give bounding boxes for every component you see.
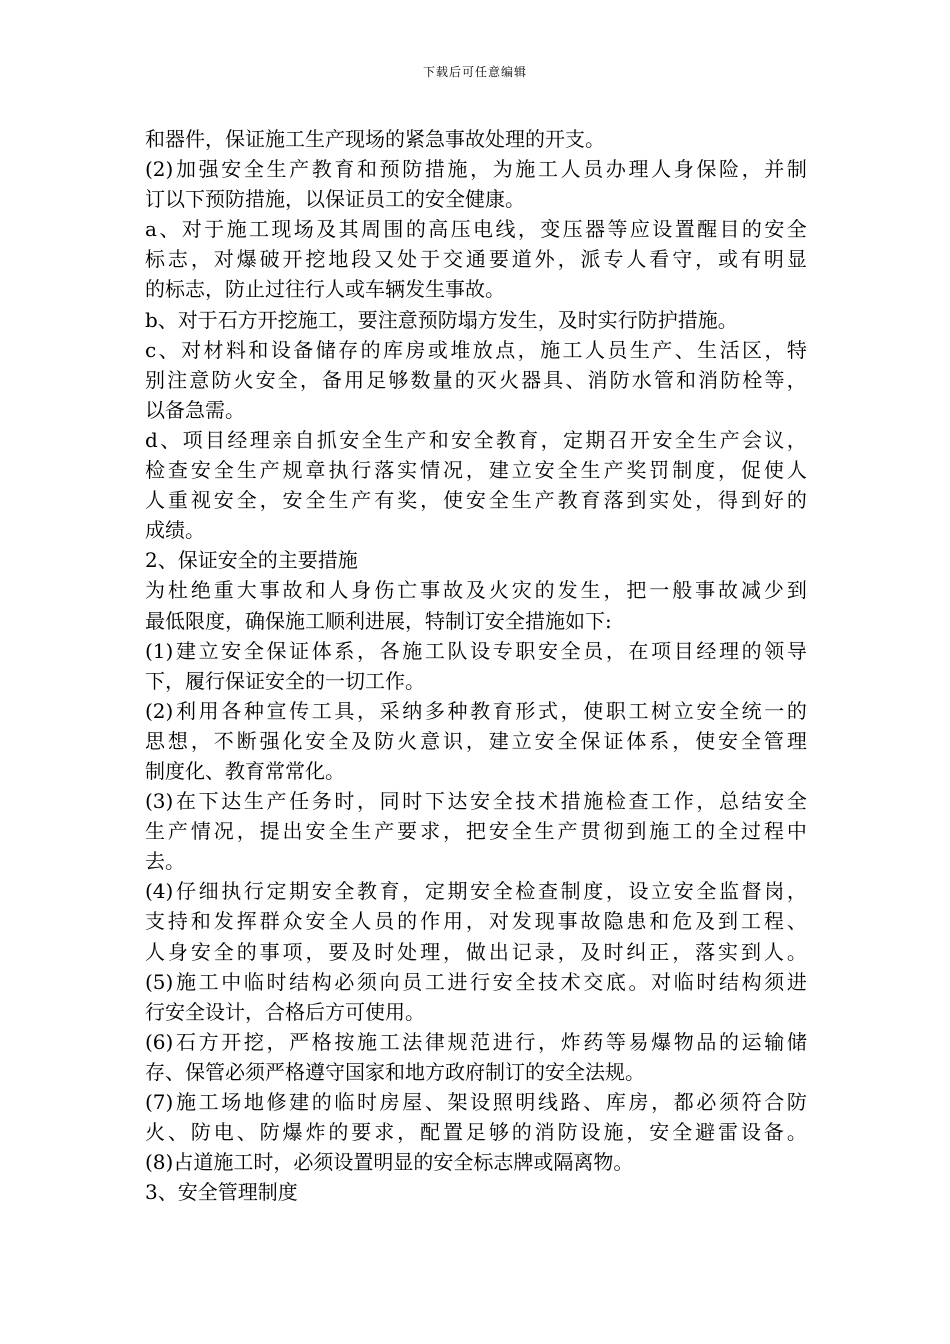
text-line: (8)占道施工时，必须设置明显的安全标志牌或隔离物。 xyxy=(145,1150,634,1175)
text-line: 人 重 视 安 全 ， 安 全 生 产 有 奖 ， 使 安 全 生 产 教 育 落 到 实 处 ， 得 到 好 的 xyxy=(145,488,807,513)
text-line: (5) 施 工 中 临 时 结 构 必 须 向 员 工 进 行 安 全 技 术 交 底 。 对 临 时 结 构 须 进 xyxy=(145,969,807,994)
text-line: 为 杜 绝 重 大 事 故 和 人 身 伤 亡 事 故 及 火 灾 的 发 生 ， 把 一 般 事 故 减 少 到 xyxy=(145,578,807,603)
text-line: (4) 仔 细 执 行 定 期 安 全 教 育 ， 定 期 安 全 检 查 制 度 ， 设 立 安 全 监 督 岗 ， xyxy=(145,879,807,904)
text-line: (7) 施 工 场 地 修 建 的 临 时 房 屋 、 架 设 照 明 线 路 、 库 房 ， 都 必 须 符 合 防 xyxy=(145,1090,807,1114)
text-line: 火 、 防 电 、 防 爆 炸 的 要 求 ， 配 置 足 够 的 消 防 设 施 ， 安 全 避 雷 设 备 。 xyxy=(145,1120,807,1145)
text-line: 3、安全管理制度 xyxy=(145,1180,298,1205)
text-line: (2) 加 强 安 全 生 产 教 育 和 预 防 措 施 ， 为 施 工 人 员 办 理 人 身 保 险 ， 并 制 xyxy=(145,157,807,182)
text-line: 生 产 情 况 ， 提 出 安 全 生 产 要 求 ， 把 安 全 生 产 贯 彻 到 施 工 的 全 过 程 中 xyxy=(145,819,807,844)
text-line: 最低限度，确保施工顺利进展，特制订安全措施如下: xyxy=(145,608,612,633)
text-line: 检 查 安 全 生 产 规 章 执 行 落 实 情 况 ， 建 立 安 全 生 产 奖 罚 制 度 ， 促 使 人 xyxy=(145,458,807,483)
text-line: d 、 项 目 经 理 亲 自 抓 安 全 生 产 和 安 全 教 育 ， 定 期 召 开 安 全 生 产 会 议 ， xyxy=(145,427,807,452)
text-line: 思 想 ， 不 断 强 化 安 全 及 防 火 意 识 ， 建 立 安 全 保 证 体 系 ， 使 安 全 管 理 xyxy=(145,728,807,753)
text-line: 别 注 意 防 火 安 全 ， 备 用 足 够 数 量 的 灭 火 器 具 、 消 防 水 管 和 消 防 栓 等 ， xyxy=(145,367,807,392)
text-line: 支 持 和 发 挥 群 众 安 全 人 员 的 作 用 ， 对 发 现 事 故 隐 患 和 危 及 到 工 程 、 xyxy=(145,909,807,934)
text-line: 去。 xyxy=(145,849,185,874)
text-line: 以备急需。 xyxy=(145,397,245,422)
text-line: 和器件，保证施工生产现场的紧急事故处理的开支。 xyxy=(145,127,605,151)
text-line: 行安全设计，合格后方可使用。 xyxy=(145,999,425,1024)
text-line: (3) 在 下 达 生 产 任 务 时 ， 同 时 下 达 安 全 技 术 措 施 检 查 工 作 ， 总 结 安 全 xyxy=(145,789,807,814)
text-line: 的标志，防止过往行人或车辆发生事故。 xyxy=(145,277,505,302)
page-header: 下载后可任意编辑 xyxy=(422,65,527,79)
text-line: 订以下预防措施，以保证员工的安全健康。 xyxy=(145,187,525,212)
text-line: b、对于石方开挖施工，要注意预防塌方发生，及时实行防护措施。 xyxy=(145,307,738,332)
text-line: 制度化、教育常常化。 xyxy=(145,758,345,783)
text-line: 人 身 安 全 的 事 项 ， 要 及 时 处 理 ， 做 出 记 录 ， 及 时 纠 正 ， 落 实 到 人 。 xyxy=(145,939,807,964)
text-line: (6) 石 方 开 挖 ， 严 格 按 施 工 法 律 规 范 进 行 ， 炸 药 等 易 爆 物 品 的 运 输 储 xyxy=(145,1029,807,1054)
text-line: 2、保证安全的主要措施 xyxy=(145,548,358,573)
text-line: a 、 对 于 施 工 现 场 及 其 周 围 的 高 压 电 线 ， 变 压 器 等 应 设 置 醒 目 的 安 全 xyxy=(145,217,807,242)
text-line: 下，履行保证安全的一切工作。 xyxy=(145,668,425,693)
text-line: (2) 利 用 各 种 宣 传 工 具 ， 采 纳 多 种 教 育 形 式 ， 使 职 工 树 立 安 全 统 一 的 xyxy=(145,698,807,723)
text-line: 标 志 ， 对 爆 破 开 挖 地 段 又 处 于 交 通 要 道 外 ， 派 专 人 看 守 ， 或 有 明 显 xyxy=(145,247,807,272)
text-line: 成绩。 xyxy=(145,518,205,543)
document-body xyxy=(145,124,807,1207)
text-line: 存、保管必须严格遵守国家和地方政府制订的安全法规。 xyxy=(145,1059,645,1084)
text-line: c 、 对 材 料 和 设 备 储 存 的 库 房 或 堆 放 点 ， 施 工 人 员 生 产 、 生 活 区 ， 特 xyxy=(145,337,807,362)
text-line: (1) 建 立 安 全 保 证 体 系 ， 各 施 工 队 设 专 职 安 全 员 ， 在 项 目 经 理 的 领 导 xyxy=(145,638,807,663)
